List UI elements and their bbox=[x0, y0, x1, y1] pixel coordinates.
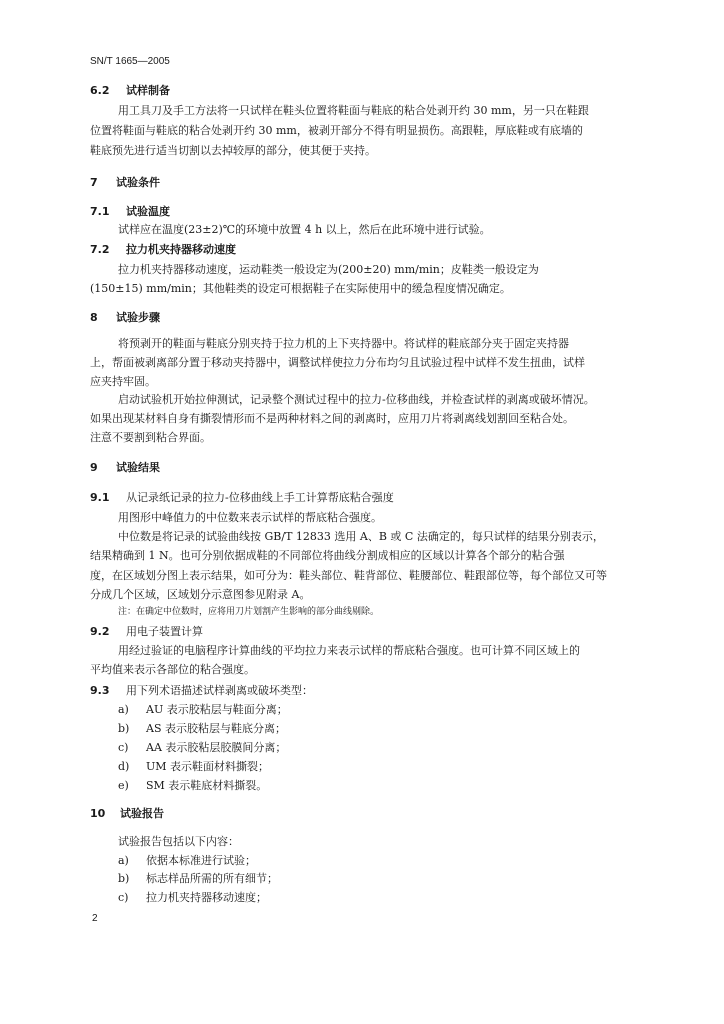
list-item-text: 依据本标准进行试验； bbox=[146, 854, 256, 867]
paragraph-line: 结果精确到 1 N。也可分别依据成鞋的不同部位将曲线分割成相应的区域以计算各个部分的粘合强 bbox=[90, 549, 565, 562]
list-item-text: UM 表示鞋面材料撕裂； bbox=[146, 760, 270, 773]
list-marker: a) bbox=[118, 703, 129, 716]
paragraph-line: 上，帮面被剥离部分置于移动夹持器中，调整试样使拉力分布均匀且试验过程中试样不发生扭曲，试样 bbox=[90, 356, 585, 369]
paragraph-line: 试验报告包括以下内容： bbox=[118, 835, 239, 848]
section-title: 试验条件 bbox=[116, 176, 160, 189]
paragraph-line: 用经过验证的电脑程序计算曲线的平均拉力来表示试样的帮底粘合强度。也可计算不同区域上的 bbox=[118, 644, 580, 657]
section-title: 试验步骤 bbox=[116, 311, 160, 324]
section-title: 拉力机夹持器移动速度 bbox=[126, 243, 236, 256]
section-title: 试验温度 bbox=[126, 205, 170, 218]
list-item bbox=[118, 872, 278, 886]
section-number: 7.1 bbox=[90, 205, 110, 218]
section-number: 9 bbox=[90, 461, 98, 474]
paragraph-line: 拉力机夹持器移动速度，运动鞋类一般设定为(200±20) mm/min；皮鞋类一般设定为 bbox=[118, 263, 539, 276]
paragraph-line: 用工具刀及手工方法将一只试样在鞋头位置将鞋面与鞋底的粘合处剥开约 30 mm，另一只在鞋跟 bbox=[118, 104, 589, 117]
paragraph-line: 用图形中峰值力的中位数来表示试样的帮底粘合强度。 bbox=[118, 511, 382, 524]
section-title: 试样制备 bbox=[126, 84, 170, 97]
paragraph-line: 中位数是将记录的试验曲线按 GB/T 12833 选用 A、B 或 C 法确定的，每只试样的结果分别表示， bbox=[118, 530, 604, 543]
section-number: 6.2 bbox=[90, 84, 110, 97]
section-9-2-heading bbox=[90, 625, 203, 639]
list-marker: c) bbox=[118, 891, 129, 904]
list-marker: e) bbox=[118, 779, 129, 792]
section-number: 7.2 bbox=[90, 243, 110, 256]
list-item bbox=[118, 779, 267, 793]
paragraph-line: (150±15) mm/min；其他鞋类的设定可根据鞋子在实际使用中的缓急程度情况确定。 bbox=[90, 282, 511, 295]
list-marker: a) bbox=[118, 854, 129, 867]
page-number: 2 bbox=[92, 913, 98, 924]
section-number: 7 bbox=[90, 176, 98, 189]
section-number: 10 bbox=[90, 807, 106, 820]
section-7-heading bbox=[90, 176, 160, 190]
paragraph-line: 注意不要割到粘合界面。 bbox=[90, 431, 211, 444]
list-item-text: AS 表示胶粘层与鞋底分离； bbox=[146, 722, 286, 735]
section-title: 从记录纸记录的拉力-位移曲线上手工计算帮底粘合强度 bbox=[126, 491, 394, 504]
list-item bbox=[118, 760, 269, 774]
list-item bbox=[118, 891, 267, 905]
paragraph-line: 平均值来表示各部位的粘合强度。 bbox=[90, 663, 255, 676]
section-7-2-heading bbox=[90, 243, 236, 257]
paragraph-line: 试样应在温度(23±2)℃的环境中放置 4 h 以上，然后在此环境中进行试验。 bbox=[118, 223, 491, 236]
paragraph-line: 应夹持牢固。 bbox=[90, 375, 156, 388]
section-number: 8 bbox=[90, 311, 98, 324]
list-item-text: SM 表示鞋底材料撕裂。 bbox=[146, 779, 268, 792]
list-item bbox=[118, 722, 286, 736]
list-item bbox=[118, 741, 286, 755]
list-item-text: AU 表示胶粘层与鞋面分离； bbox=[146, 703, 288, 716]
list-marker: c) bbox=[118, 741, 129, 754]
section-9-3-heading bbox=[90, 684, 313, 698]
section-6-2-heading bbox=[90, 84, 170, 98]
list-item bbox=[118, 854, 256, 868]
list-item bbox=[118, 703, 288, 717]
paragraph-line: 鞋底预先进行适当切割以去掉较厚的部分，使其便于夹持。 bbox=[90, 144, 376, 157]
section-number: 9.2 bbox=[90, 625, 110, 638]
paragraph-line: 分成几个区域，区域划分示意图参见附录 A。 bbox=[90, 588, 311, 601]
section-title: 试验报告 bbox=[120, 807, 164, 820]
section-7-1-heading bbox=[90, 205, 170, 219]
section-number: 9.1 bbox=[90, 491, 110, 504]
list-item-text: 拉力机夹持器移动速度； bbox=[146, 891, 267, 904]
paragraph-line: 将预剥开的鞋面与鞋底分别夹持于拉力机的上下夹持器中。将试样的鞋底部分夹于固定夹持器 bbox=[118, 337, 569, 350]
standard-code: SN/T 1665—2005 bbox=[90, 56, 170, 67]
list-item-text: 标志样品所需的所有细节； bbox=[146, 872, 278, 885]
section-number: 9.3 bbox=[90, 684, 110, 697]
section-title: 用下列术语描述试样剥离或破坏类型： bbox=[126, 684, 313, 697]
section-8-heading bbox=[90, 311, 160, 325]
section-10-heading bbox=[90, 807, 164, 821]
section-9-heading bbox=[90, 461, 160, 475]
list-item-text: AA 表示胶粘层胶膜间分离； bbox=[146, 741, 287, 754]
paragraph-line: 度，在区域划分图上表示结果，如可分为：鞋头部位、鞋背部位、鞋腰部位、鞋跟部位等，每个部位又可等 bbox=[90, 569, 607, 582]
paragraph-line: 位置将鞋面与鞋底的粘合处剥开约 30 mm，被剥开部分不得有明显损伤。高跟鞋，厚底鞋或有底墙的 bbox=[90, 124, 583, 137]
paragraph-line: 如果出现某材料自身有撕裂情形而不是两种材料之间的剥离时，应用刀片将剥离线划割回至粘合处。 bbox=[90, 412, 574, 425]
section-title: 试验结果 bbox=[116, 461, 160, 474]
list-marker: b) bbox=[118, 722, 130, 735]
list-marker: d) bbox=[118, 760, 130, 773]
section-title: 用电子装置计算 bbox=[126, 625, 203, 638]
section-9-1-heading bbox=[90, 491, 394, 505]
note: 注：在确定中位数时，应将用刀片划割产生影响的部分曲线剔除。 bbox=[118, 607, 380, 617]
list-marker: b) bbox=[118, 872, 130, 885]
paragraph-line: 启动试验机开始拉伸测试，记录整个测试过程中的拉力-位移曲线，并检查试样的剥离或破坏情况。 bbox=[118, 393, 595, 406]
